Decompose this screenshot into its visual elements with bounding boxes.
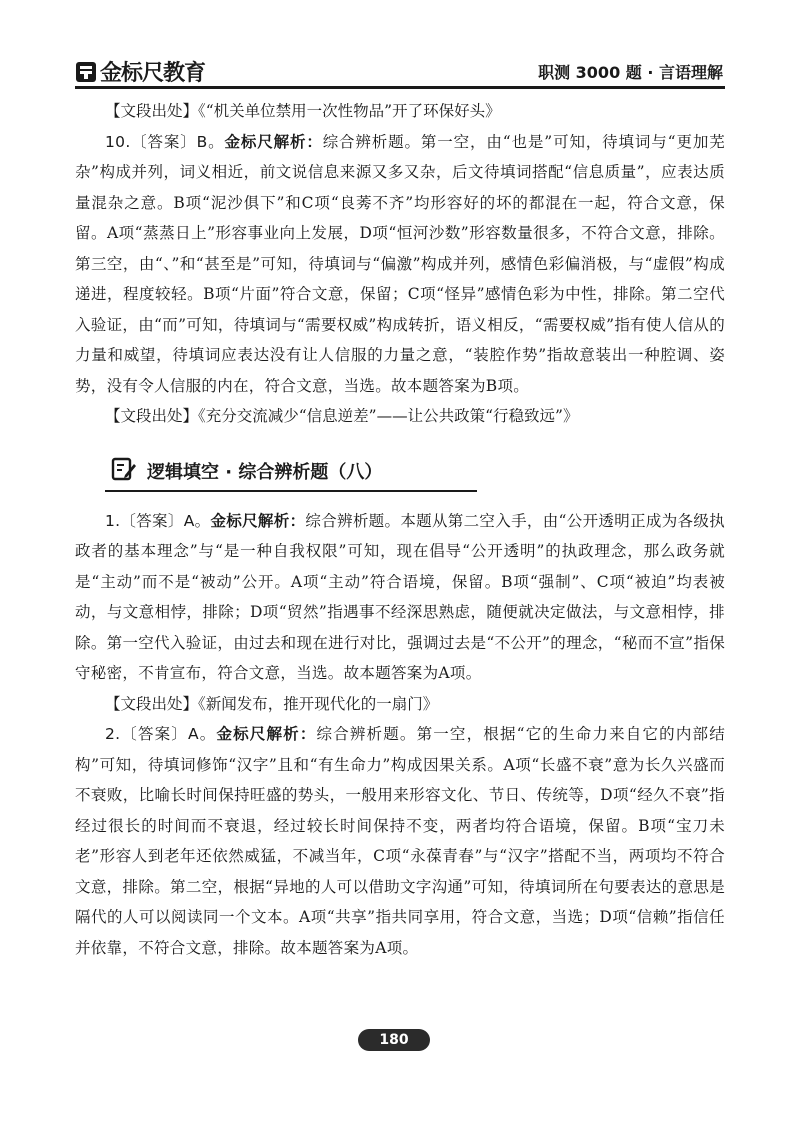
q10-label: 金标尺解析： — [224, 132, 323, 151]
q1-source: 【文段出处】《新闻发布，推开现代化的一扇门》 — [105, 694, 439, 713]
q2-analysis — [75, 719, 725, 963]
section-title: 逻辑填空 · 综合辨析题（八） — [147, 461, 383, 483]
q1-analysis — [75, 506, 725, 689]
q2-body: 综合辨析题。第一空，根据“它的生命力来自它的内部结构”可知，待填词修饰“汉字”且和“有生命力”构成因果关系。A项“长盛不衰”意为长久兴盛而不衰败，比喻长时间保持旺盛的势头，一般用来形容文化、节日、传统等，D项“经久不衰”指经过很长的时间而不衰退，经过较长时间保持不变，两者均符合语境，保留。B项“宝刀未老”形容人到老年还依然威猛，不减当年，C项“永葆青春”与“汉字”搭配不当，两项均不符合文意，排除。第二空，根据“异地的人可以借助文字沟通”可知，待填词所在句要表达的意思是隔代的人可以阅读同一个文本。A项“共享”指共同享用，符合文意，当选；D项“信赖”指信任并依靠，不符合文意，排除。故本题答案为A项。 — [75, 725, 725, 957]
q10-answer: 10.〔答案〕B。 — [105, 132, 225, 151]
q10-analysis — [75, 127, 725, 402]
q2-label: 金标尺解析： — [216, 725, 317, 743]
page-content — [75, 96, 725, 963]
q10-source: 【文段出处】《“机关单位禁用一次性物品”开了环保好头》 — [105, 102, 501, 120]
q2-answer: 2.〔答案〕A。 — [105, 725, 217, 743]
edit-note-icon — [111, 456, 137, 482]
q10-source-after: 【文段出处】《充分交流减少“信息逆差”——让公共政策“行稳致远”》 — [105, 407, 579, 425]
logo-mark-icon — [75, 61, 97, 83]
logo-text: 金标尺教育 — [100, 61, 206, 86]
q1-body: 综合辨析题。本题从第二空入手，由“公开透明正成为各级执政者的基本理念”与“是一种自我权限”可知，现在倡导“公开透明”的执政理念，那么政务就是“主动”而不是“被动”公开。A项“主动”符合语境，保留。B项“强制”、C项“被迫”均表被动，与文意相悖，排除；D项“贸然”指遇事不经深思熟虑，随便就决定做法，与文意相悖，排除。第一空代入验证，由过去和现在进行对比，强调过去是“不公开”的理念，“秘而不宣”指保守秘密，不肯宣布，符合文意，当选。故本题答案为A项。 — [75, 511, 725, 682]
q1-answer: 1.〔答案〕A。 — [105, 511, 211, 530]
page-header — [75, 52, 725, 89]
q10-body: 综合辨析题。第一空，由“也是”可知，待填词与“更加芜杂”构成并列，词义相近，前文说信息来源又多又杂，后文待填词搭配“信息质量”，应表达质量混杂之意。B项“泥沙俱下”和C项“良莠不齐”均形容好的坏的都混在一起，符合文意，保留。A项“蒸蒸日上”形容事业向上发展，D项“恒河沙数”形容数量很多，不符合文意，排除。第三空，由“、”和“甚至是”可知，待填词与“偏激”构成并列，感情色彩偏消极，与“虚假”构成递进，程度较轻。B项“片面”符合文意，保留；C项“怪异”感情色彩为中性，排除。第二空代入验证，由“而”可知，待填词与“需要权威”构成转折，语义相反，“需要权威”指有使人信从的力量和威望，待填词应表达没有让人信服的力量之意，“装腔作势”指故意装出一种腔调、姿势，没有令人信服的内在，符合文意，当选。故本题答案为B项。 — [75, 132, 725, 395]
section-underline — [105, 490, 477, 492]
q1-label: 金标尺解析： — [210, 511, 306, 530]
section-heading — [75, 452, 725, 492]
page-number: 180 — [358, 1029, 430, 1051]
book-title: 职测 3000 题 · 言语理解 — [538, 63, 723, 82]
publisher-logo — [75, 56, 205, 87]
